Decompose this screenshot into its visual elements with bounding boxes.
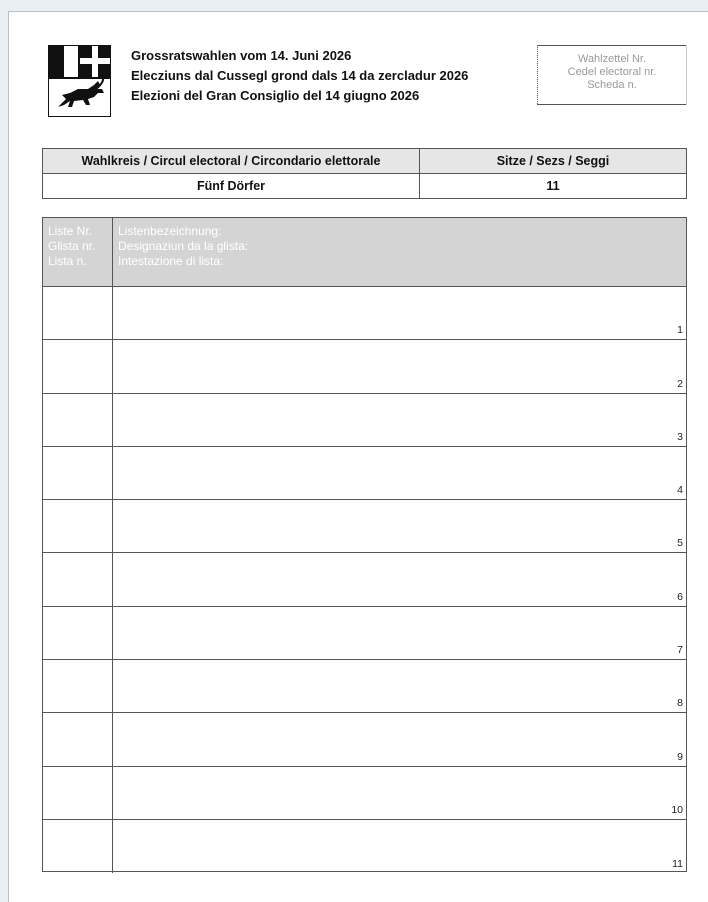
candidate-name-cell[interactable] — [113, 713, 686, 765]
title-german: Grossratswahlen vom 14. Juni 2026 — [131, 48, 352, 63]
line-number: 3 — [677, 430, 683, 443]
district-table — [42, 148, 687, 199]
election-title — [131, 46, 468, 106]
list-number-cell[interactable] — [43, 553, 113, 605]
list-number-header — [43, 218, 113, 286]
list-number-label-italian: Lista n. — [48, 254, 87, 268]
line-number: 8 — [677, 697, 683, 710]
candidate-name-cell[interactable] — [113, 820, 686, 873]
table-row — [43, 394, 686, 447]
title-romansh: Elecziuns dal Cussegl grond dals 14 da zercladur 2026 — [131, 68, 469, 83]
table-row — [43, 500, 686, 553]
line-number: 9 — [677, 750, 683, 763]
table-row — [43, 767, 686, 820]
list-name-label-romansh: Designaziun da la glista: — [118, 239, 249, 253]
candidate-name-cell[interactable] — [113, 500, 686, 552]
list-rows — [43, 287, 686, 873]
line-number: 6 — [677, 590, 683, 603]
candidate-list-table — [42, 217, 687, 872]
list-number-cell[interactable] — [43, 340, 113, 392]
list-number-cell[interactable] — [43, 287, 113, 339]
table-row — [43, 553, 686, 606]
candidate-name-cell[interactable] — [113, 447, 686, 499]
title-italian: Elezioni del Gran Consiglio del 14 giugno 2026 — [131, 88, 420, 103]
candidate-name-cell[interactable] — [113, 553, 686, 605]
table-row — [43, 340, 686, 393]
line-number: 5 — [677, 537, 683, 550]
district-header: Wahlkreis / Circul electoral / Circondario elettorale — [43, 149, 420, 174]
list-number-cell[interactable] — [43, 394, 113, 446]
candidate-name-cell[interactable] — [113, 340, 686, 392]
table-row — [43, 820, 686, 873]
canton-coat-of-arms-icon — [48, 45, 111, 117]
ballot-number-label-romansh: Cedel electoral nr. — [567, 66, 657, 78]
table-row — [43, 713, 686, 766]
list-name-label-german: Listenbezeichnung: — [118, 224, 222, 238]
table-row — [43, 287, 686, 340]
seats-header: Sitze / Sezs / Seggi — [420, 149, 687, 174]
district-value: Fünf Dörfer — [43, 174, 420, 199]
list-number-label-romansh: Glista nr. — [48, 239, 96, 253]
line-number: 11 — [672, 858, 683, 871]
candidate-name-cell[interactable] — [113, 660, 686, 712]
list-name-header — [113, 218, 248, 286]
line-number: 1 — [677, 324, 683, 337]
list-number-cell[interactable] — [43, 820, 113, 873]
seats-value: 11 — [420, 174, 687, 199]
ballot-number-box — [537, 45, 687, 105]
table-row — [43, 447, 686, 500]
list-number-cell[interactable] — [43, 713, 113, 765]
list-table-header — [43, 218, 686, 287]
list-number-cell[interactable] — [43, 660, 113, 712]
table-row — [43, 660, 686, 713]
list-number-cell[interactable] — [43, 447, 113, 499]
list-number-cell[interactable] — [43, 607, 113, 659]
line-number: 2 — [677, 377, 683, 390]
table-row — [43, 607, 686, 660]
candidate-name-cell[interactable] — [113, 767, 686, 819]
list-number-label-german: Liste Nr. — [48, 224, 93, 238]
candidate-name-cell[interactable] — [113, 394, 686, 446]
ballot-number-label-german: Wahlzettel Nr. — [577, 53, 647, 65]
line-number: 4 — [677, 484, 683, 497]
ballot-page — [8, 11, 708, 902]
line-number: 10 — [671, 803, 683, 816]
line-number: 7 — [677, 644, 683, 657]
ballot-number-label-italian: Scheda n. — [587, 79, 637, 91]
list-number-cell[interactable] — [43, 500, 113, 552]
list-name-label-italian: Intestazione di lista: — [118, 254, 224, 268]
list-number-cell[interactable] — [43, 767, 113, 819]
candidate-name-cell[interactable] — [113, 287, 686, 339]
candidate-name-cell[interactable] — [113, 607, 686, 659]
